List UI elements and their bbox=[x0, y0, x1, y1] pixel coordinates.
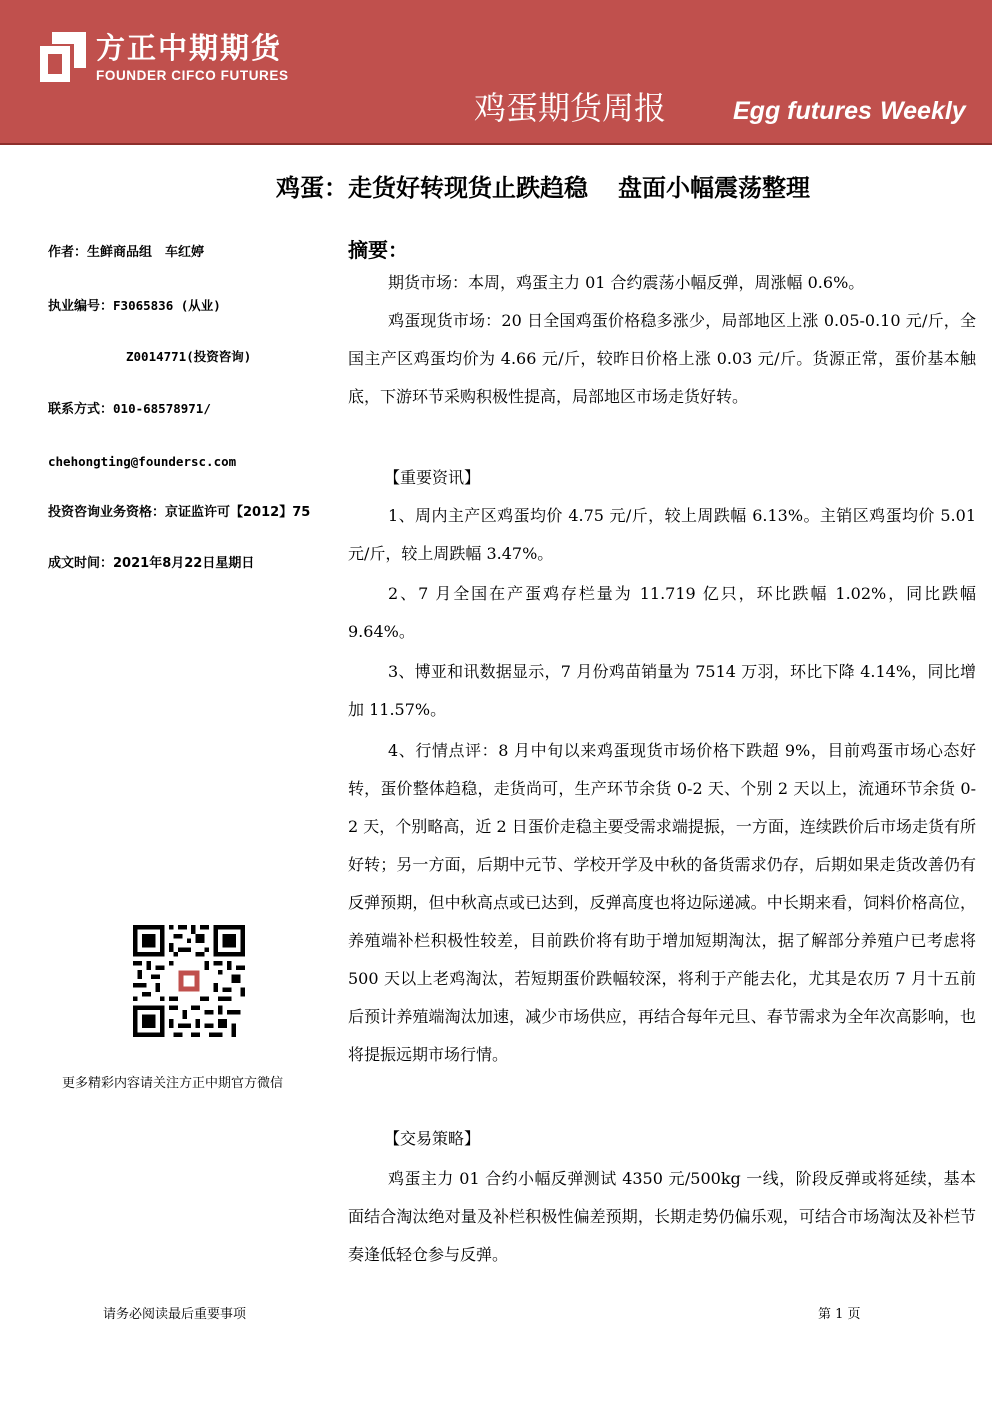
qualification-value: 京证监许可【2012】75 bbox=[165, 505, 311, 520]
license-line-2 bbox=[126, 346, 251, 369]
report-name-en-1: Egg futures bbox=[733, 97, 872, 125]
license-value-2: Z0014771(投资咨询) bbox=[126, 349, 252, 364]
strategy-heading: 【交易策略】 bbox=[384, 1129, 481, 1148]
author-label: 作者： bbox=[48, 245, 88, 260]
header-divider bbox=[0, 143, 992, 145]
brand-name-en: FOUNDER CIFCO FUTURES bbox=[96, 68, 289, 83]
report-title bbox=[276, 168, 810, 208]
contact-line bbox=[48, 398, 211, 421]
report-header bbox=[0, 0, 992, 143]
qr-caption: 更多精彩内容请关注方正中期官方微信 bbox=[62, 1076, 284, 1091]
brand-name-cn: 方正中期期货 bbox=[96, 31, 283, 65]
qualification-line bbox=[48, 502, 310, 524]
qualification-label: 投资咨询业务资格： bbox=[48, 505, 166, 520]
news-item-4: 4、行情点评：8 月中旬以来鸡蛋现货市场价格下跌超 9%，目前鸡蛋市场心态好转，蛋价整体趋稳，走货尚可，生产环节余货 0-2 天、个别 2 天以上，流通环节余货 0-2 天，个别略高，近 2 日蛋价走稳主要受需求端提振，一方面，连续跌价后市场走货有所好转；另一方面，后期中元节、学校开学及中秋的备货需求仍存，后期如果走货改善仍有反弹预期，但中秋高点或已达到，反弹高度也将边际递减。中长期来看，饲料价格高位，养殖端补栏积极性较差，目前跌价将有助于增加短期淘汰，据了解部分养殖户已考虑将 500 天以上老鸡淘汰，若短期蛋价跌幅较深，将利于产能去化，尤其是农历 7 月十五前后预计养殖端淘汰加速，减少市场供应，再结合每年元旦、春节需求为全年次高影响，也将提振远期市场行情。 bbox=[348, 741, 976, 1064]
author-line bbox=[48, 242, 204, 264]
report-title-part1: 鸡蛋：走货好转现货止跌趋稳 bbox=[276, 173, 588, 202]
date-value: 2021年8月22日星期日 bbox=[113, 556, 255, 571]
spot-market-paragraph: 鸡蛋现货市场：20 日全国鸡蛋价格稳多涨少，局部地区上涨 0.05-0.10 元/斤，全国主产区鸡蛋均价为 4.66 元/斤，较昨日价格上涨 0.03 元/斤。货源正常，蛋价基本触底，下游环节采购积极性提高，局部地区市场走货好转。 bbox=[348, 311, 976, 406]
news-heading: 【重要资讯】 bbox=[384, 468, 481, 487]
news-item-1: 1、周内主产区鸡蛋均价 4.75 元/斤，较上周跌幅 6.13%。主销区鸡蛋均价 5.01 元/斤，较上周跌幅 3.47%。 bbox=[348, 506, 976, 563]
contact-email-line bbox=[48, 451, 236, 474]
report-name-en-2: Weekly bbox=[880, 97, 966, 125]
footer-disclaimer-note: 请务必阅读最后重要事项 bbox=[103, 1307, 247, 1322]
wechat-qr-code-icon[interactable] bbox=[133, 925, 245, 1037]
news-item-2: 2、7 月全国在产蛋鸡存栏量为 11.719 亿只，环比跌幅 1.02%，同比跌幅 9.64%。 bbox=[348, 584, 976, 641]
strategy-paragraph: 鸡蛋主力 01 合约小幅反弹测试 4350 元/500kg 一线，阶段反弹或将延续，基本面结合淘汰绝对量及补栏积极性偏差预期，长期走势仍偏乐观，可结合市场淘汰及补栏节奏逢低轻仓参与反弹。 bbox=[348, 1169, 976, 1264]
author-value: 生鲜商品组 车红婷 bbox=[87, 245, 205, 260]
report-title-part2: 盘面小幅震荡整理 bbox=[618, 173, 810, 202]
contact-phone: 010-68578971/ bbox=[113, 401, 211, 416]
license-line bbox=[48, 295, 221, 318]
date-label: 成文时间： bbox=[48, 556, 114, 571]
futures-market-paragraph: 期货市场：本周，鸡蛋主力 01 合约震荡小幅反弹，周涨幅 0.6%。 bbox=[388, 273, 865, 292]
license-value-1: F3065836 (从业) bbox=[113, 298, 221, 313]
report-name-cn: 鸡蛋期货周报 bbox=[474, 89, 667, 127]
date-line bbox=[48, 553, 254, 575]
license-label: 执业编号： bbox=[48, 299, 114, 314]
contact-email[interactable]: chehongting@foundersc.com bbox=[48, 454, 237, 469]
news-item-3: 3、博亚和讯数据显示，7 月份鸡苗销量为 7514 万羽，环比下降 4.14%，同比增加 11.57%。 bbox=[348, 662, 976, 719]
summary-heading: 摘要： bbox=[348, 238, 408, 262]
contact-label: 联系方式： bbox=[48, 402, 114, 417]
page-number: 第 1 页 bbox=[818, 1307, 861, 1322]
founder-logo-icon bbox=[40, 32, 86, 82]
